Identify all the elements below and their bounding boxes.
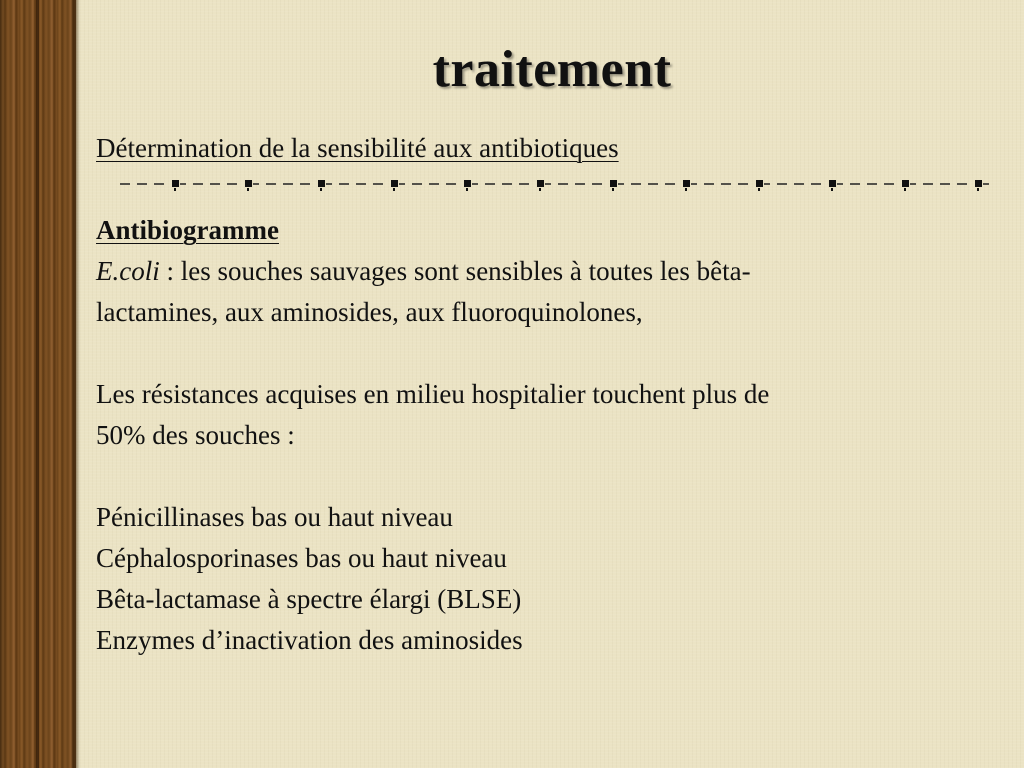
- resistance-line1: [96, 374, 996, 415]
- subtitle-line: [96, 128, 996, 169]
- slide-subtitle: Détermination de la sensibilité aux antibiotiques: [96, 133, 619, 163]
- divider-gap: [96, 169, 996, 210]
- list-item-text: Bêta-lactamase à spectre élargi (BLSE): [96, 584, 522, 614]
- slide-title: traitement: [432, 41, 672, 98]
- ecoli-text-2: lactamines, aux aminosides, aux fluoroquinolones,: [96, 297, 643, 327]
- slide-body: [96, 128, 996, 661]
- resistance-line2: [96, 415, 996, 456]
- section-heading-line: [96, 210, 996, 251]
- wood-border-shadow: [76, 0, 80, 768]
- list-item: [96, 497, 996, 538]
- ecoli-paragraph-line1: [96, 251, 996, 292]
- list-item-text: Pénicillinases bas ou haut niveau: [96, 502, 453, 532]
- resistance-text-1: Les résistances acquises en milieu hospitalier touchent plus de: [96, 379, 770, 409]
- paragraph-gap: [96, 333, 996, 374]
- ecoli-paragraph-line2: [96, 292, 996, 333]
- list-item: [96, 538, 996, 579]
- wood-border-decoration: [0, 0, 76, 768]
- list-item-text: Céphalosporinases bas ou haut niveau: [96, 543, 507, 573]
- ecoli-text-1: : les souches sauvages sont sensibles à toutes les bêta-: [159, 256, 751, 286]
- section-heading: Antibiogramme: [96, 215, 279, 245]
- list-item-text: Enzymes d’inactivation des aminosides: [96, 625, 523, 655]
- list-item: [96, 620, 996, 661]
- ecoli-label: E.coli: [96, 256, 160, 286]
- paragraph-gap: [96, 456, 996, 497]
- resistance-text-2: 50% des souches :: [96, 420, 295, 450]
- list-item: [96, 579, 996, 620]
